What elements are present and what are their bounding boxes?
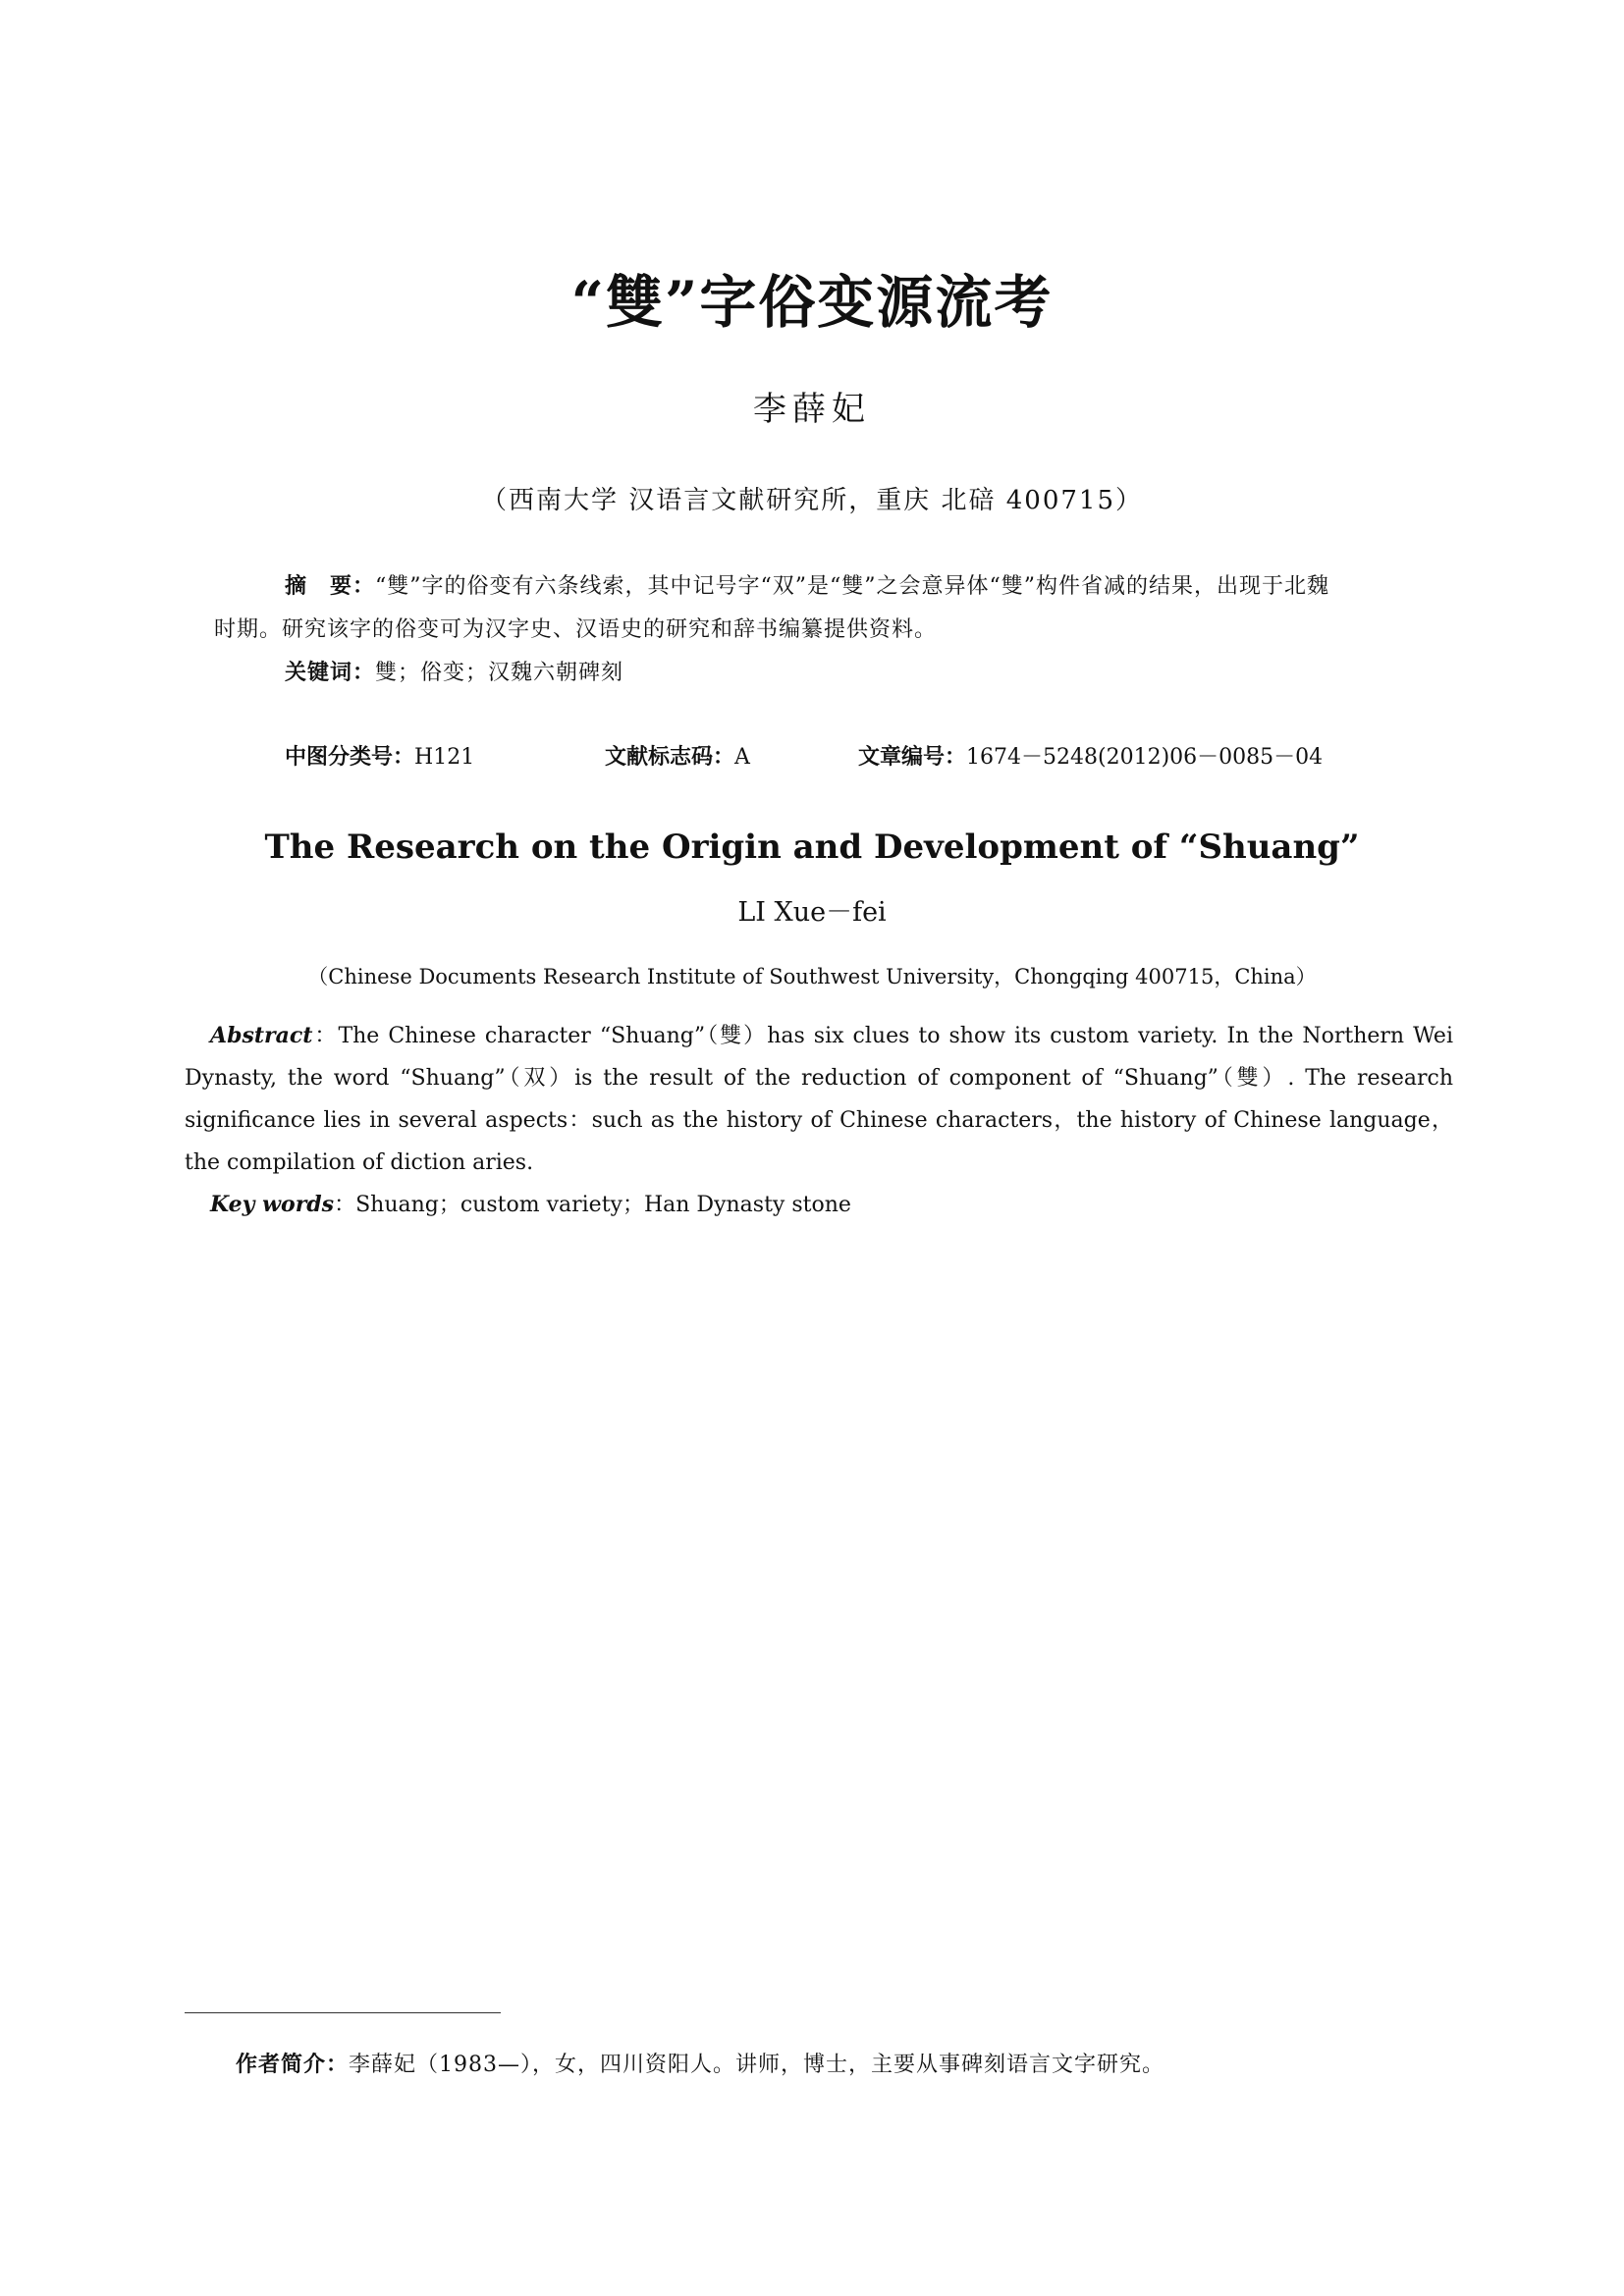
- document-code-label: 文献标志码：: [605, 745, 735, 770]
- english-abstract-sep: ：: [312, 1024, 339, 1048]
- chinese-keywords-text: 雙；俗变；汉魏六朝碑刻: [375, 661, 624, 685]
- footnote-text: 李薛妃（1983—），女，四川资阳人。讲师，博士，主要从事碑刻语言文字研究。: [349, 2053, 1165, 2077]
- english-abstract-label: Abstract: [210, 1023, 313, 1048]
- english-title: The Research on the Origin and Development of “Shuang”: [264, 828, 1360, 867]
- chinese-title: “雙”字俗变源流考: [570, 269, 1054, 336]
- english-keywords-sep: ：: [334, 1193, 356, 1217]
- classification-row: [285, 740, 1414, 775]
- english-author: LI Xue－fei: [737, 897, 887, 928]
- clc-label: 中图分类号：: [285, 745, 415, 770]
- chinese-abstract: [214, 565, 1414, 652]
- chinese-author: 李薛妃: [753, 390, 871, 429]
- english-keywords-text: Shuang；custom variety；Han Dynasty stone: [355, 1193, 851, 1217]
- english-keywords: [185, 1184, 1453, 1226]
- author-footnote: [236, 2046, 1414, 2085]
- article-number-label: 文章编号：: [858, 745, 967, 770]
- english-abstract: [185, 1015, 1453, 1184]
- clc-number: [285, 740, 474, 775]
- footnote-divider: [185, 2012, 501, 2013]
- english-affiliation: （Chinese Documents Research Institute of Southwest University，Chongqing 400715，China）: [307, 965, 1317, 988]
- chinese-abstract-line2: 时期。研究该字的俗变可为汉字史、汉语史的研究和辞书编纂提供资料。: [214, 617, 938, 642]
- chinese-keywords: [214, 652, 1414, 695]
- english-abstract-text: The Chinese character “Shuang”（雙）has six clues to show its custom variety. In the Northern Wei Dynasty, the word “Shuang”（双）is the result of the reduction of component of “Shuang”（雙）. The research significance lies in several aspects：such as the history of Chinese characters，the history of Chinese language，the compilation of diction aries.: [185, 1024, 1453, 1175]
- clc-value: H121: [414, 745, 475, 770]
- document-code-value: A: [734, 745, 750, 770]
- footnote-label: 作者简介：: [236, 2053, 350, 2077]
- chinese-abstract-label: 摘 要：: [285, 574, 376, 599]
- document-code: [605, 740, 750, 775]
- chinese-keywords-label: 关键词：: [285, 661, 376, 685]
- article-number-value: 1674－5248(2012)06－0085－04: [966, 745, 1324, 770]
- chinese-abstract-line1: “雙”字的俗变有六条线索，其中记号字“双”是“雙”之会意异体“雙”构件省减的结果，出现于北魏: [375, 574, 1329, 599]
- article-number: [858, 740, 1323, 775]
- english-keywords-label: Key words: [210, 1192, 335, 1217]
- chinese-affiliation: （西南大学 汉语言文献研究所，重庆 北碚 400715）: [480, 486, 1144, 515]
